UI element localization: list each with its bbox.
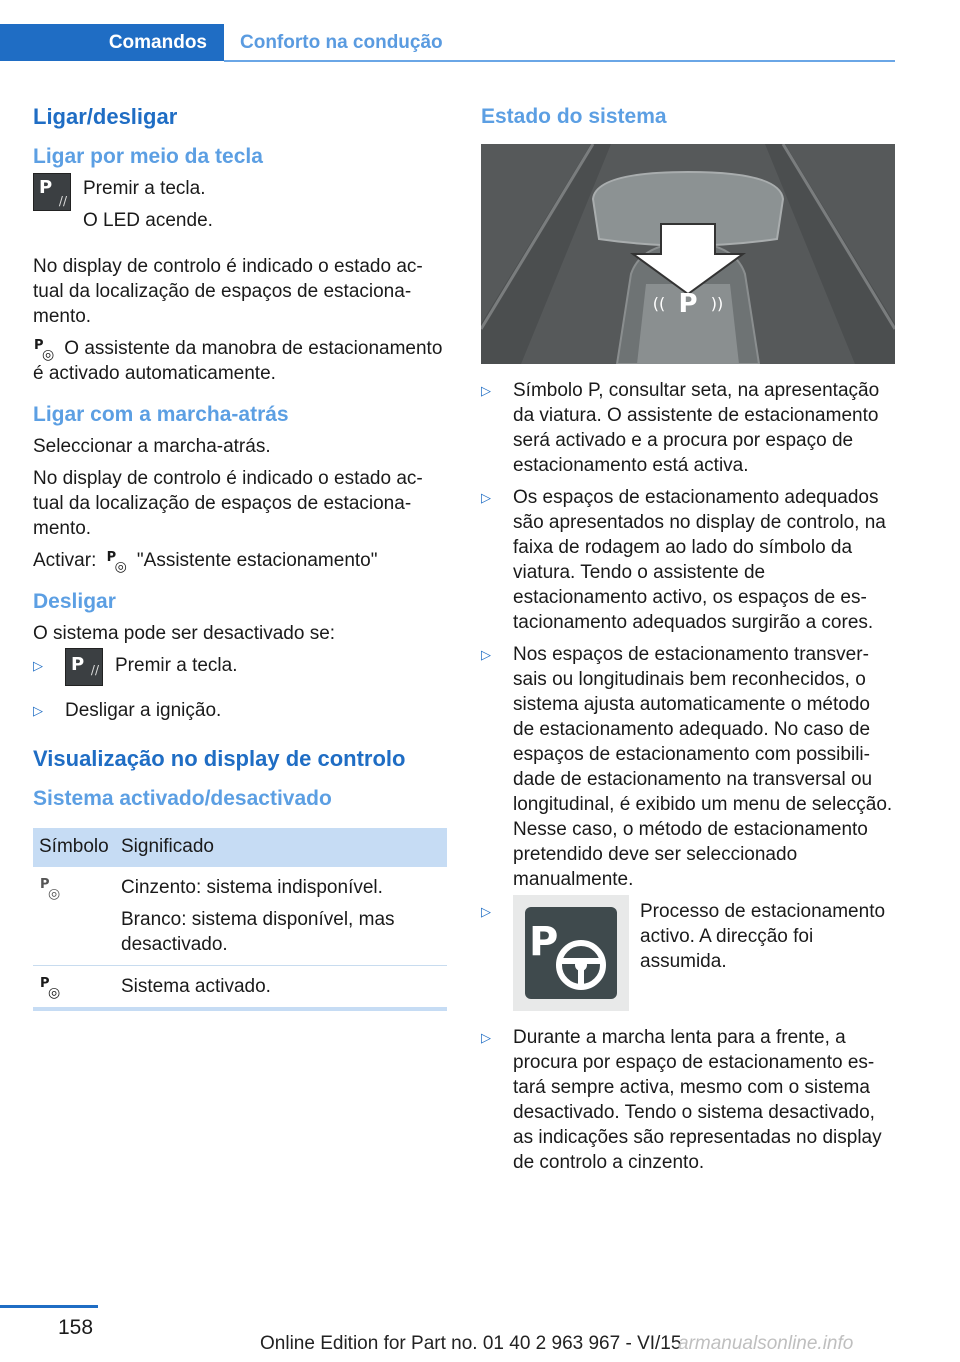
watermark: armanualsonline.info bbox=[678, 1333, 854, 1354]
table-row bbox=[33, 966, 447, 1010]
table-header-meaning: Significado bbox=[115, 828, 447, 867]
park-assistant-icon: P ◎ bbox=[106, 550, 127, 575]
off-item-text: Desligar a ignição. bbox=[65, 700, 222, 721]
meaning-active: Sistema activado. bbox=[115, 966, 447, 1010]
park-assistant-grey-icon: P ◎ bbox=[40, 877, 61, 902]
section-tab-conforto[interactable]: Conforto na condução bbox=[240, 32, 443, 53]
key-instruction bbox=[33, 176, 447, 240]
bullet-triangle-icon: ▷ bbox=[481, 1031, 491, 1046]
list-item bbox=[33, 698, 447, 724]
left-column bbox=[33, 100, 447, 1011]
page-number: 158 bbox=[58, 1316, 94, 1339]
edition-note: Online Edition for Part no. 01 40 2 963 967 - VI/15 bbox=[260, 1333, 682, 1354]
state-item-text: Os espaços de estacionamento adequados são apresentados no display de controlo, na faixa de rodagem ao lado do símbolo da viatura. Tendo o assistente de estacionamento activo, os espaços de estacionamento adequados surgirão a cores. bbox=[513, 487, 886, 633]
footer-rule bbox=[0, 1305, 98, 1308]
bullet-triangle-icon: ▷ bbox=[481, 648, 491, 663]
state-item-text: Durante a marcha lenta para a frente, a procura por espaço de estacionamento estará sempre activa, mesmo com o sistema desactivado. Tendo o sistema desactivado, as indicações são representadas no display de controlo a cinzento. bbox=[513, 1027, 882, 1173]
header-rule bbox=[224, 60, 895, 62]
heading-reverse: Ligar com a marcha-atrás bbox=[33, 403, 289, 426]
parking-display-image bbox=[481, 144, 895, 364]
paragraph-auto-activate bbox=[33, 336, 447, 386]
svg-text:)): )) bbox=[710, 294, 724, 313]
bullet-triangle-icon: ▷ bbox=[33, 704, 43, 719]
right-column bbox=[481, 100, 895, 1182]
heading-status: Sistema activado/desactivado bbox=[33, 787, 332, 810]
key-step-2: O LED acende. bbox=[83, 210, 213, 231]
park-assistant-active-icon: P ◎ bbox=[40, 976, 61, 1001]
activate-menu-item: "Assistente estacionamento" bbox=[136, 550, 378, 571]
symbol-table bbox=[33, 828, 447, 1011]
table-header-symbol: Símbolo bbox=[33, 828, 115, 867]
car-p-symbol: P bbox=[678, 289, 698, 319]
off-item-text: Premir a tecla. bbox=[115, 655, 238, 676]
list-item bbox=[481, 485, 895, 635]
steering-assist-icon bbox=[513, 895, 629, 1011]
meaning-white: Branco: sistema disponível, mas desactivado. bbox=[121, 909, 395, 955]
bullet-triangle-icon: ▷ bbox=[33, 659, 43, 674]
park-assist-button-icon: P // bbox=[65, 648, 103, 686]
state-item-text: Símbolo P, consultar seta, na apresentação da viatura. O assistente de estacionamento será activado e a procura por espaço de estacionamento está activa. bbox=[513, 380, 880, 476]
bullet-triangle-icon: ▷ bbox=[481, 384, 491, 399]
svg-text:((: (( bbox=[652, 294, 666, 313]
park-assistant-icon: P ◎ bbox=[34, 338, 55, 363]
paragraph-display-status: No display de controlo é indicado o estado actual da localização de espaços de estacionamento. bbox=[33, 256, 423, 327]
state-item-text: Processo de estacionamento activo. A direcção foi assumida. bbox=[640, 901, 886, 972]
reverse-display-status: No display de controlo é indicado o estado actual da localização de espaços de estacionamento. bbox=[33, 468, 423, 539]
off-intro: O sistema pode ser desactivado se: bbox=[33, 623, 336, 644]
heading-off: Desligar bbox=[33, 590, 116, 613]
list-item bbox=[481, 642, 895, 892]
activate-line bbox=[33, 548, 447, 573]
table-row bbox=[33, 867, 447, 966]
state-item-text: Nos espaços de estacionamento transversais ou longitudinais bem reconhecidos, o sistema ajusta automaticamente o método de estacionamento adequado. No caso de espaços de estacionamento com possibilidade de estacionamento na transversal ou longitudinal, é exibido um menu de selecção. Nesse caso, o método de estacionamento pretendido deve ser seleccionado manualmente. bbox=[513, 644, 893, 890]
meaning-grey: Cinzento: sistema indisponível. bbox=[121, 877, 383, 898]
bullet-triangle-icon: ▷ bbox=[481, 905, 491, 920]
steer-p-symbol: P bbox=[529, 919, 559, 965]
heading-display: Visualização no display de controlo bbox=[33, 746, 406, 771]
list-item bbox=[33, 653, 447, 686]
activate-label: Activar: bbox=[33, 550, 97, 571]
key-step-1: Premir a tecla. bbox=[83, 178, 206, 199]
bullet-triangle-icon: ▷ bbox=[481, 491, 491, 506]
heading-key: Ligar por meio da tecla bbox=[33, 145, 263, 168]
section-tab-comandos[interactable]: Comandos bbox=[0, 24, 224, 61]
reverse-step: Seleccionar a marcha-atrás. bbox=[33, 436, 271, 457]
heading-onoff: Ligar/desligar bbox=[33, 104, 178, 129]
heading-state: Estado do sistema bbox=[481, 105, 667, 128]
list-item bbox=[481, 1025, 895, 1175]
list-item bbox=[481, 899, 895, 1011]
list-item bbox=[481, 378, 895, 478]
park-assist-button-icon: P // bbox=[33, 173, 71, 211]
auto-activate-text: O assistente da manobra de estacionamento é activado automaticamente. bbox=[33, 338, 443, 384]
